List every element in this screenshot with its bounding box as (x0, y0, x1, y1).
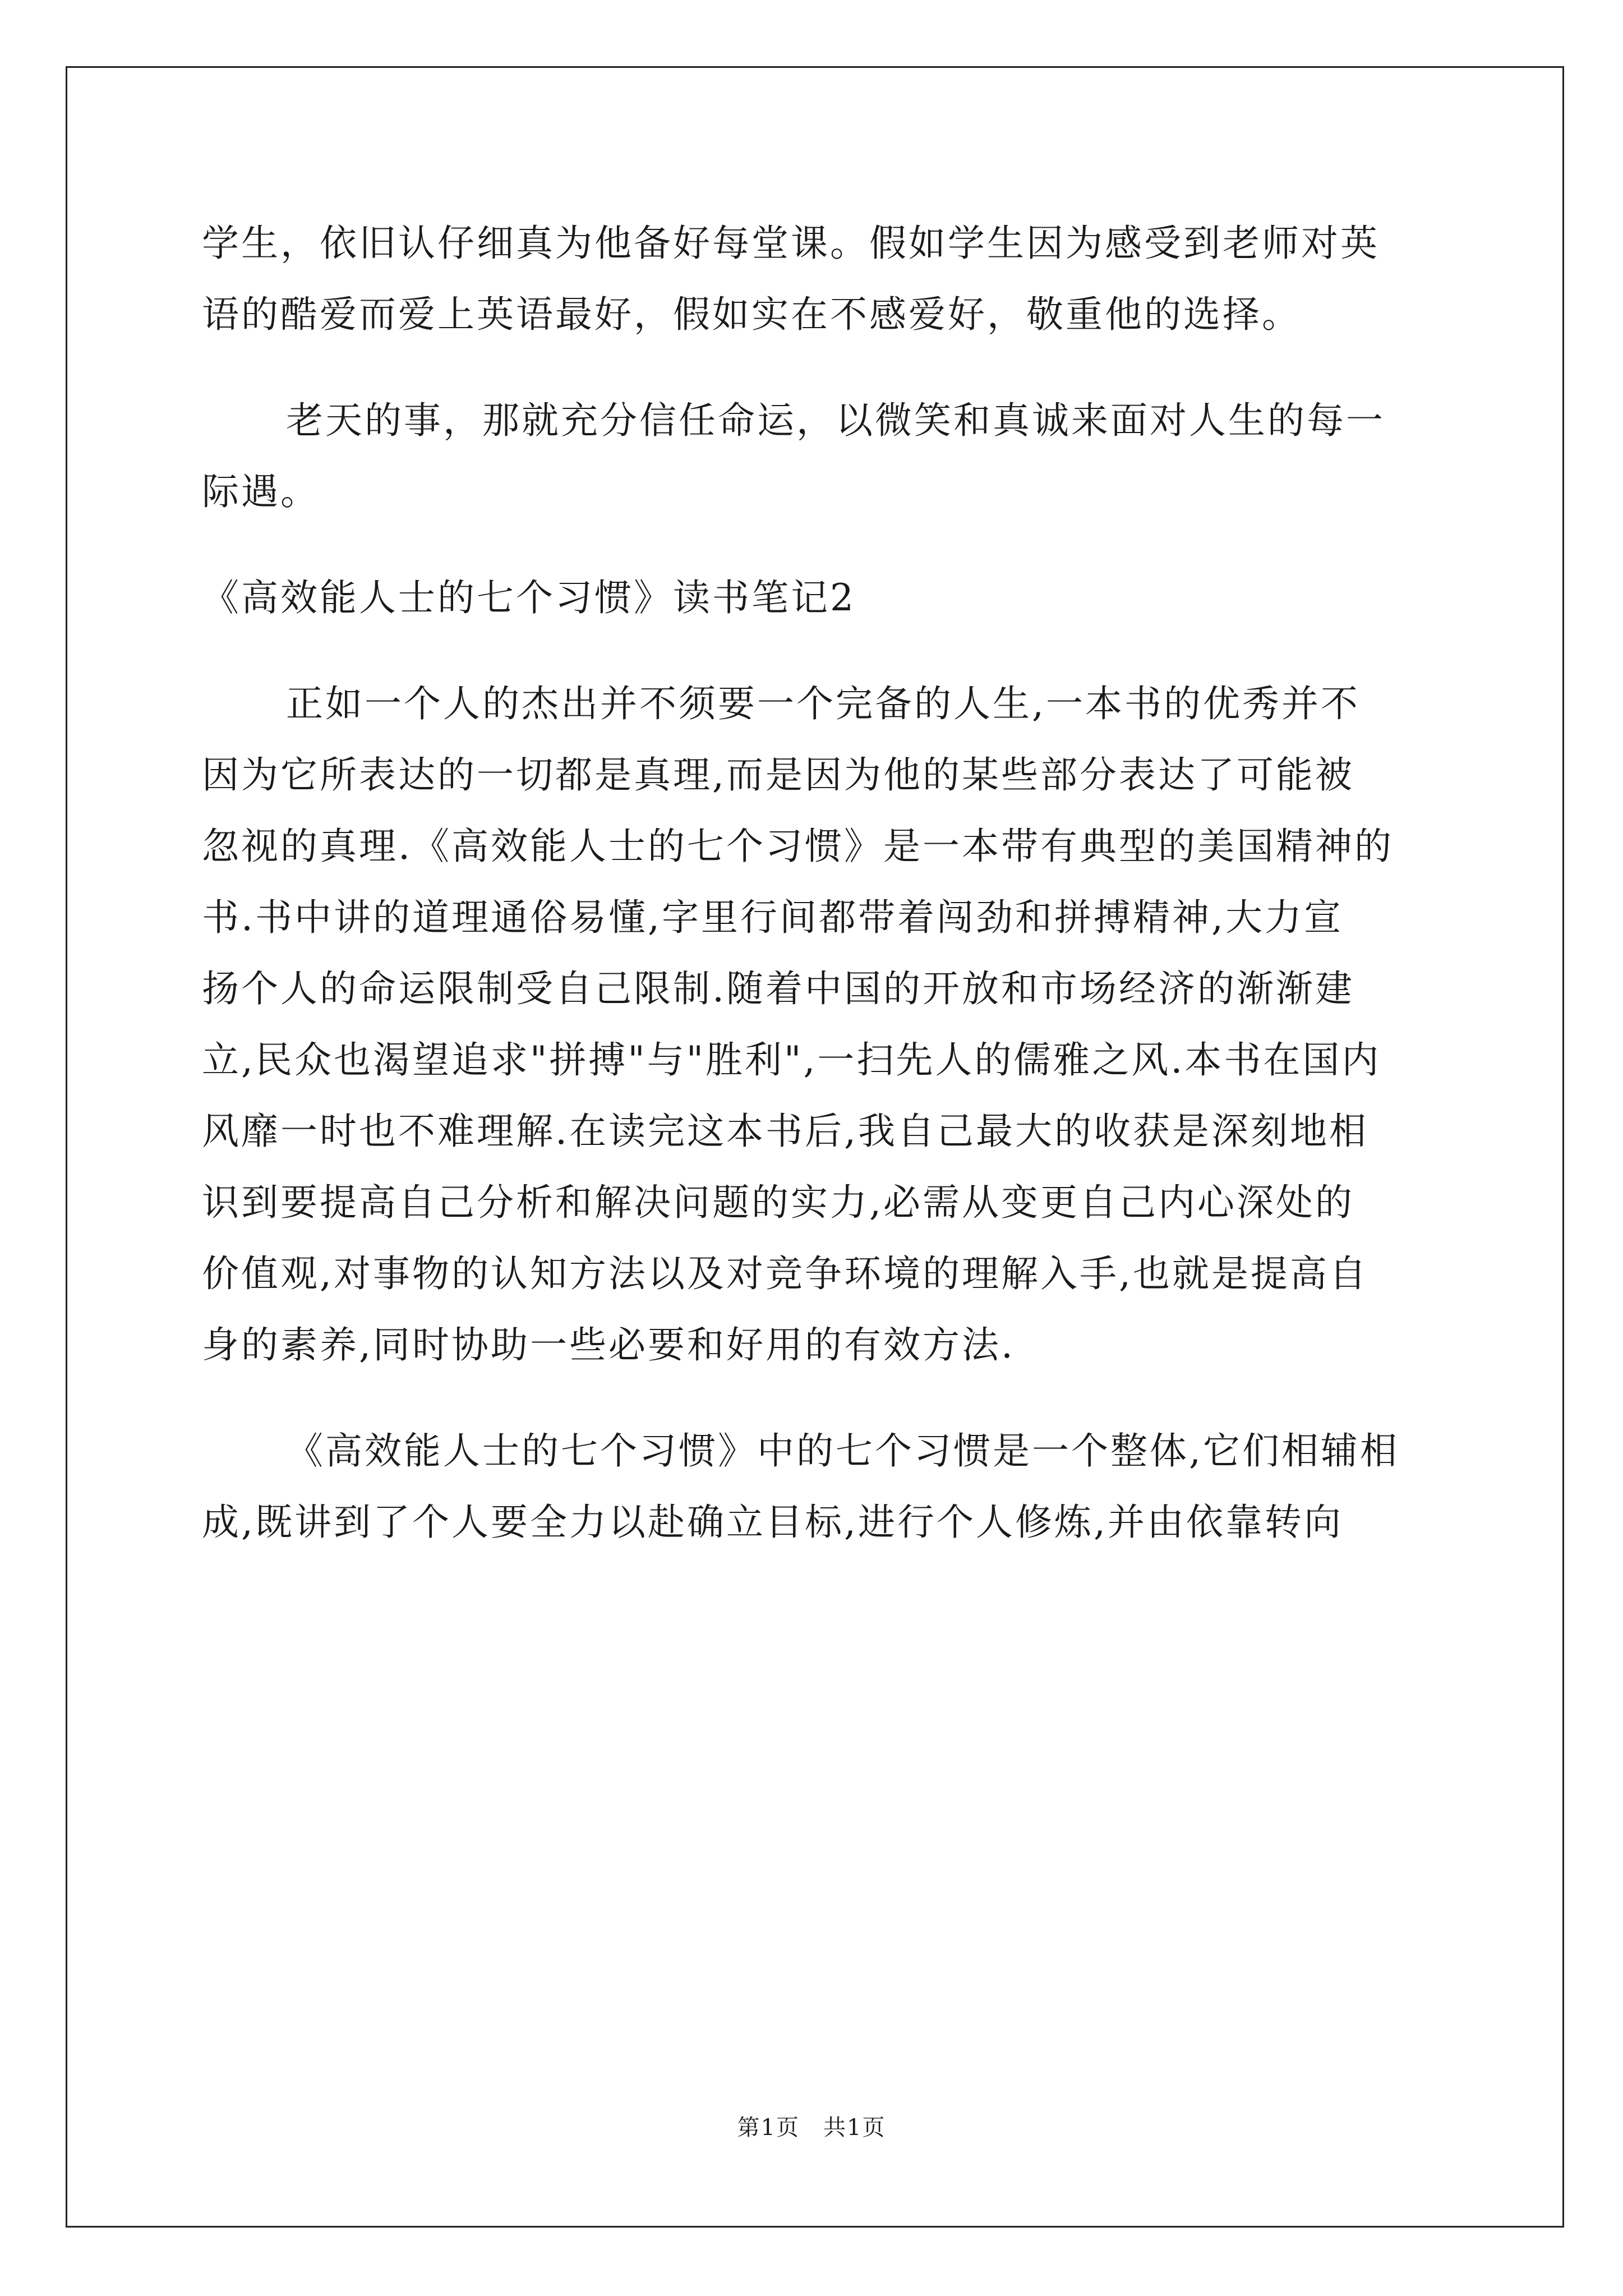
page-footer: 第1页 共1页 (737, 2115, 886, 2141)
paragraph-line: 书.书中讲的道理通俗易懂,字里行间都带着闯劲和拼搏精神,大力宣 (202, 896, 1343, 939)
paragraph-line: 风靡一时也不难理解.在读完这本书后,我自己最大的收获是深刻地相 (202, 1110, 1368, 1153)
section-heading: 《高效能人士的七个习惯》读书笔记2 (202, 576, 856, 619)
paragraph-line: 语的酷爱而爱上英语最好，假如实在不感爱好，敬重他的选择。 (202, 293, 1301, 336)
paragraph-line: 《高效能人士的七个习惯》中的七个习惯是一个整体,它们相辅相 (286, 1429, 1399, 1473)
paragraph-line: 正如一个人的杰出并不须要一个完备的人生,一本书的优秀并不 (286, 682, 1360, 725)
paragraph-line: 立,民众也渴望追求"拼搏"与"胜利",一扫先人的儒雅之风.本书在国内 (202, 1038, 1381, 1082)
paragraph-line: 因为它所表达的一切都是真理,而是因为他的某些部分表达了可能被 (202, 753, 1354, 797)
paragraph-line: 学生，依旧认仔细真为他备好每堂课。假如学生因为感受到老师对英 (202, 222, 1380, 265)
paragraph-line: 价值观,对事物的认知方法以及对竞争环境的理解入手,也就是提高自 (202, 1252, 1368, 1295)
document-body (202, 208, 1430, 1558)
paragraph-line: 际遇。 (202, 470, 320, 513)
paragraph-line: 老天的事，那就充分信任命运，以微笑和真诚来面对人生的每一 (286, 399, 1385, 442)
paragraph-line: 识到要提高自己分析和解决问题的实力,必需从变更自己内心深处的 (202, 1181, 1354, 1224)
paragraph-line: 忽视的真理.《高效能人士的七个习惯》是一本带有典型的美国精神的 (202, 825, 1394, 868)
paragraph-line: 扬个人的命运限制受自己限制.随着中国的开放和市场经济的渐渐建 (202, 967, 1354, 1010)
paragraph-line: 成,既讲到了个人要全力以赴确立目标,进行个人修炼,并由依靠转向 (202, 1501, 1343, 1544)
paragraph-line: 身的素养,同时协助一些必要和好用的有效方法. (202, 1323, 1015, 1366)
